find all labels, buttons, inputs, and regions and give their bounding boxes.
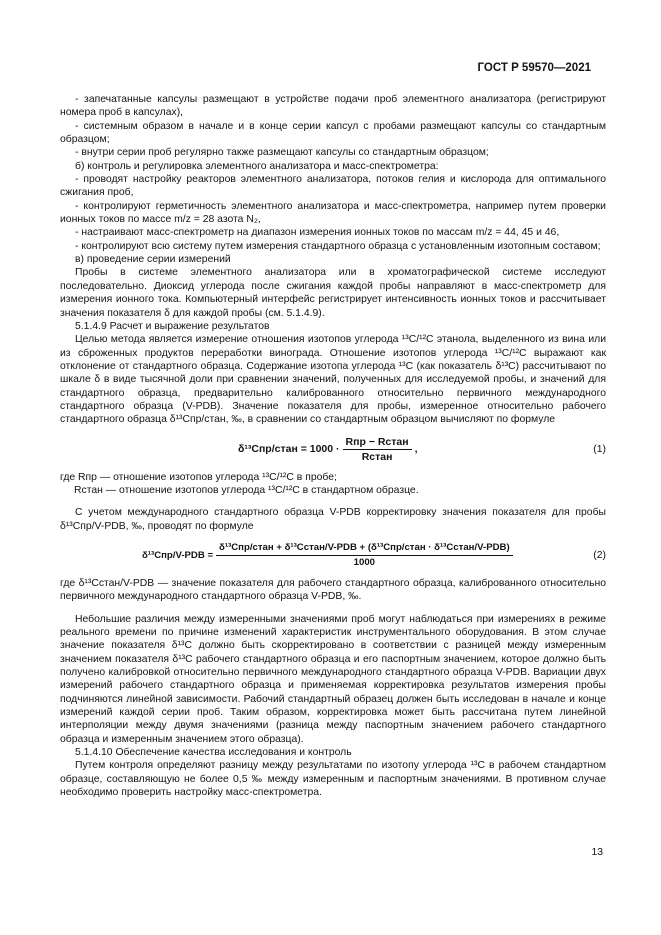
section-heading: 5.1.4.10 Обеспечение качества исследования и контроль bbox=[75, 747, 352, 759]
where-line: Rстан — отношение изотопов углерода ¹³C/¹²C в стандартном образце. bbox=[74, 484, 419, 496]
paragraph: - контролируют герметичность элементного анализатора и масс-спектрометра, например путем проверки ионных токов по массе m/z = 28 азота N₂, bbox=[60, 200, 606, 226]
formula-2-numerator: δ¹³Cпр/стан + δ¹³Cстан/V-PDB + (δ¹³Cпр/стан · δ¹³Cстан/V-PDB) bbox=[216, 541, 513, 556]
paragraph: - проводят настройку реакторов элементного анализатора, потоков гелия и кислорода для оптимального сжигания проб, bbox=[60, 174, 606, 199]
paragraph: С учетом международного стандартного образца V-PDB корректировку значения показателя для пробы δ¹³Cпр/V-PDB, ‰, проводят по формуле bbox=[60, 507, 606, 532]
formula-1-numerator: Rпр − Rстан bbox=[343, 435, 412, 450]
paragraph: Целью метода является измерение отношения изотопов углерода ¹³C/¹²C этанола, выделенного из вина или из сброженных продуктов переработки винограда. Отношение изотопов углерода ¹³C/¹²C выражают как отклонение от стандартного образца. Содержание изотопа углерода ¹³C (как показатель δ¹³C) рассчитывают по шкале δ в виде тысячной доли при сравнении значений, полученных для исследуемой пробы, и значений для стандартного образца, предварительно калиброванного относительно первичного международного стандартного образца (V-PDB). Значение показателя для пробы, измеренное относительно рабочего стандартного образца δ¹³Cпр/стан, ‰, в сравнении со стандартным образцом вычисляют по формуле bbox=[60, 334, 606, 426]
page-number: 13 bbox=[591, 847, 603, 858]
paragraph: - системным образом в начале и в конце серии капсул с пробами размещают капсулы со стандартным образцом; bbox=[60, 120, 606, 146]
formula-2-denominator: 1000 bbox=[353, 557, 376, 569]
formula-1 bbox=[60, 433, 606, 467]
document-header: ГОСТ Р 59570—2021 bbox=[477, 62, 591, 74]
formula-2-number: (2) bbox=[593, 549, 606, 561]
where-line: где Rпр — отношение изотопов углерода ¹³C/¹²C в пробе; bbox=[60, 471, 337, 483]
formula-1-lhs: δ¹³Cпр/стан = 1000 · bbox=[238, 442, 340, 455]
formula-1-number: (1) bbox=[593, 443, 606, 455]
paragraph: - внутри серии проб регулярно также размещают капсулы со стандартным образцом; bbox=[75, 147, 489, 159]
formula-1-denominator: Rстан bbox=[361, 451, 393, 464]
where-line: где δ¹³Cстан/V-PDB — значение показателя для рабочего стандартного образца, калиброванного относительно первичного международного стандартного образца V-PDB, ‰. bbox=[60, 577, 606, 603]
paragraph: - контролируют всю систему путем измерения стандартного образца с установленным изотопным составом; bbox=[75, 240, 601, 252]
paragraph: б) контроль и регулировка элементного анализатора и масс-спектрометра: bbox=[75, 160, 439, 172]
paragraph: Путем контроля определяют разницу между результатами по изотопу углерода ¹³C в рабочем стандартном образце, составляющую не более 0,5 ‰ между измеренным и паспортным значениями. В противном случае необходимо проверить настройку масс-спектрометра. bbox=[60, 760, 606, 799]
section-heading: 5.1.4.9 Расчет и выражение результатов bbox=[75, 320, 270, 332]
document-body bbox=[60, 93, 606, 799]
paragraph: Небольшие различия между измеренными значениями проб могут наблюдаться при измерениях в режиме реального времени по причине изменений характеристик инструментального оборудования. В этом случае значение показателя δ¹³C должно быть скорректировано в соответствии с разницей между измеренным значением показателя δ¹³C рабочего стандартного образца и его паспортным значением, которое должно быть получено калибровкой относительно первичного международного стандартного образца V-PDB. Вариации двух измерений рабочего стандартного образца и применяемая корректировка результатов измерения пробы подчиняются линейной зависимости. Рабочий стандартный образец должен быть исследован в начале и конце измерений каждой серии проб. Таким образом, корректировка может быть рассчитана путем линейной интерполяции между двумя значениями (разница между паспортным значением рабочего стандартного образца и измеренным значением этого образца). bbox=[60, 613, 606, 745]
paragraph: Пробы в системе элементного анализатора или в хроматографической системе исследуют последовательно. Диоксид углерода после сжигания каждой пробы направляют в масс-спектрометр для измерения ионного тока. Компьютерный интерфейс регистрирует интенсивность ионных токов и рассчитывает значения показателя δ для каждой пробы (см. 5.1.4.9). bbox=[60, 267, 606, 319]
formula-2-lhs: δ¹³Cпр/V-PDB = bbox=[142, 550, 214, 562]
formula-2 bbox=[60, 539, 606, 573]
paragraph: - запечатанные капсулы размещают в устройстве подачи проб элементного анализатора (регистрируют номера проб в капсулах), bbox=[60, 94, 606, 119]
paragraph: - настраивают масс-спектрометр на диапазон измерения ионных токов по массам m/z = 44, 45 и 46, bbox=[75, 227, 560, 239]
formula-1-tail: , bbox=[414, 442, 418, 455]
paragraph: в) проведение серии измерений bbox=[75, 254, 231, 266]
